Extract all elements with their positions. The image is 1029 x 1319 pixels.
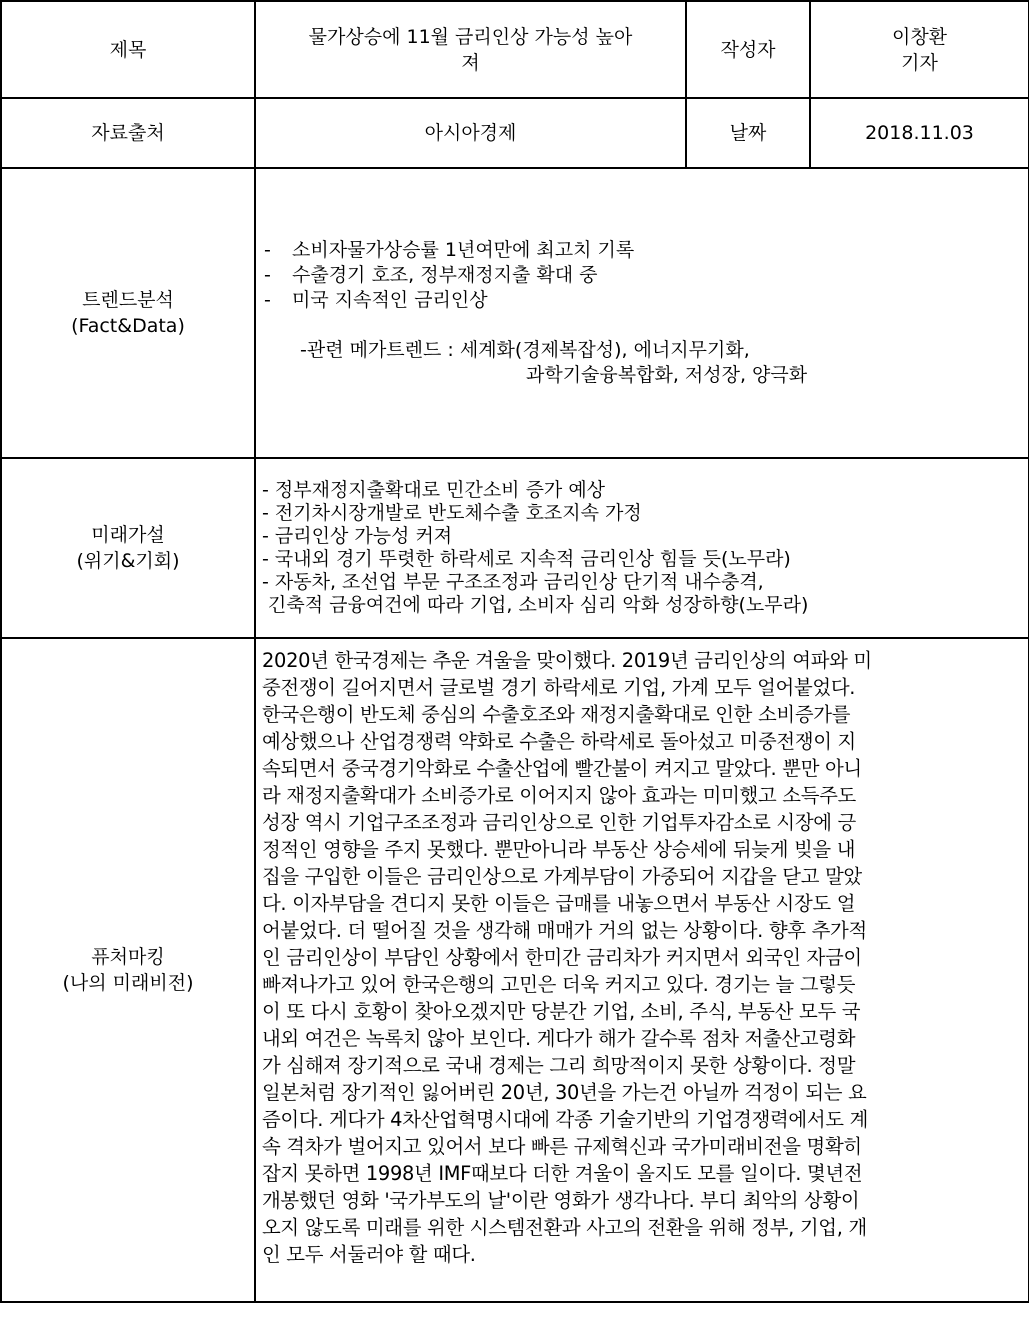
essay-line: 일본처럼 장기적인 잃어버린 20년, 30년을 가는건 아닐까 걱정이 되는 요 <box>262 1081 867 1104</box>
source-label-cell <box>1 98 255 168</box>
source-label: 자료출처 <box>91 122 165 144</box>
bullet-dash: - <box>264 264 271 286</box>
trend-item-text: 수출경기 호조, 정부재정지출 확대 중 <box>292 264 598 286</box>
essay-line: 다. 이자부담을 견디지 못한 이들은 급매를 내놓으면서 부동산 시장도 얼 <box>262 892 856 915</box>
date-value: 2018.11.03 <box>865 122 974 144</box>
author-label-cell <box>686 1 810 98</box>
essay-line: 정적인 영향을 주지 못했다. 뿐만아니라 부동산 상승세에 뒤늦게 빚을 내 <box>262 838 856 861</box>
author-label: 작성자 <box>720 38 776 61</box>
hypothesis-line: - 전기차시장개발로 반도체수출 호조지속 가정 <box>262 502 642 524</box>
author-value-cell <box>810 1 1029 98</box>
megatrend-line1: -관련 메가트렌드 : 세계화(경제복잡성), 에너지무기화, <box>300 339 750 361</box>
trend-item <box>264 238 1028 263</box>
essay-line: 속 격차가 벌어지고 있어서 보다 빠른 규제혁신과 국가미래비전을 명확히 <box>262 1135 862 1158</box>
essay-line: 성장 역시 기업구조조정과 금리인상으로 인한 기업투자감소로 시장에 긍 <box>262 811 856 834</box>
title-label: 제목 <box>109 38 147 61</box>
essay-line: 어붙었다. 더 떨어질 것을 생각해 매매가 거의 없는 상황이다. 향후 추가적 <box>262 919 867 942</box>
hypothesis-content-cell <box>255 458 1029 638</box>
hypothesis-line: - 정부재정지출확대로 민간소비 증가 예상 <box>262 479 606 501</box>
author-name: 이창환 <box>891 25 948 48</box>
future-marking-sublabel: (나의 미래비전) <box>62 972 194 994</box>
source-value: 아시아경제 <box>424 122 517 144</box>
trend-label-cell <box>1 168 255 458</box>
date-label: 날짜 <box>729 122 767 144</box>
hypothesis-line: 긴축적 금융여건에 따라 기업, 소비자 심리 악화 성장하향(노무라) <box>262 594 809 616</box>
title-label-cell <box>1 1 255 98</box>
trend-item <box>264 288 1028 313</box>
bullet-dash: - <box>264 239 271 261</box>
future-marking-label: 퓨처마킹 <box>91 946 165 968</box>
essay-line: 개봉했던 영화 '국가부도의 날'이란 영화가 생각나다. 부디 최악의 상황이 <box>262 1189 860 1212</box>
hypothesis-line: - 국내외 경기 뚜렷한 하락세로 지속적 금리인상 힘들 듯(노무라) <box>262 548 791 570</box>
essay-line: 한국은행이 반도체 중심의 수출호조와 재정지출확대로 인한 소비증가를 <box>262 703 851 726</box>
future-marking-label-cell <box>1 638 255 1302</box>
essay-line: 이 또 다시 호황이 찾아오겠지만 당분간 기업, 소비, 주식, 부동산 모두 국 <box>262 1000 861 1023</box>
essay-line: 인 금리인상이 부담인 상황에서 한미간 금리차가 커지면서 외국인 자금이 <box>262 946 862 969</box>
trend-item-text: 소비자물가상승률 1년여만에 최고치 기록 <box>292 239 635 261</box>
essay-line: 빠져나가고 있어 한국은행의 고민은 더욱 커지고 있다. 경기는 늘 그렇듯 <box>262 973 856 996</box>
essay-line: 라 재정지출확대가 소비증가로 이어지지 않아 효과는 미미했고 소득주도 <box>262 784 856 807</box>
hypothesis-line: - 금리인상 가능성 커져 <box>262 525 453 547</box>
source-value-cell <box>255 98 686 168</box>
trend-sublabel: (Fact&Data) <box>71 315 185 337</box>
hypothesis-row <box>1 458 1029 638</box>
essay-line: 예상했으나 산업경쟁력 약화로 수출은 하락세로 돌아섰고 미중전쟁이 지 <box>262 730 856 753</box>
trend-item <box>264 263 1028 288</box>
trend-row <box>1 168 1029 458</box>
essay-line: 2020년 한국경제는 추운 겨울을 맞이했다. 2019년 금리인상의 여파와 미 <box>262 649 872 672</box>
source-row <box>1 98 1029 168</box>
essay-line: 인 모두 서둘러야 할 때다. <box>262 1243 476 1266</box>
megatrend-line2: 과학기술융복합화, 저성장, 양극화 <box>526 364 808 386</box>
title-value-line2: 져 <box>461 51 480 74</box>
trend-item-text: 미국 지속적인 금리인상 <box>292 289 488 311</box>
essay-line: 속되면서 중국경기악화로 수출산업에 빨간불이 켜지고 말았다. 뿐만 아니 <box>262 757 862 780</box>
future-marking-essay <box>255 638 1029 1302</box>
essay-line: 내외 여건은 녹록치 않아 보인다. 게다가 해가 갈수록 점차 저출산고령화 <box>262 1027 856 1050</box>
date-label-cell <box>686 98 810 168</box>
title-row <box>1 1 1029 98</box>
hypothesis-label: 미래가설 <box>91 524 165 546</box>
trend-content-cell <box>255 168 1029 458</box>
date-value-cell <box>810 98 1029 168</box>
essay-line: 집을 구입한 이들은 금리인상으로 가계부담이 가중되어 지갑을 닫고 말았 <box>262 865 862 888</box>
essay-line: 잡지 못하면 1998년 IMF때보다 더한 겨울이 올지도 모를 일이다. 몇년전 <box>262 1162 863 1185</box>
essay-line: 가 심해져 장기적으로 국내 경제는 그리 희망적이지 못한 상황이다. 정말 <box>262 1054 856 1077</box>
essay-line: 중전쟁이 길어지면서 글로벌 경기 하락세로 기업, 가계 모두 얼어붙었다. <box>262 676 856 699</box>
author-title: 기자 <box>901 51 938 74</box>
future-marking-row <box>1 638 1029 1302</box>
trend-label: 트렌드분석 <box>82 289 174 311</box>
essay-line: 즘이다. 게다가 4차산업혁명시대에 각종 기술기반의 기업경쟁력에서도 계 <box>262 1108 869 1131</box>
title-value-cell <box>255 1 686 98</box>
essay-line: 오지 않도록 미래를 위한 시스템전환과 사고의 전환을 위해 정부, 기업, 개 <box>262 1216 867 1239</box>
hypothesis-sublabel: (위기&기회) <box>76 550 180 572</box>
hypothesis-label-cell <box>1 458 255 638</box>
bullet-dash: - <box>264 289 271 311</box>
hypothesis-line: - 자동차, 조선업 부문 구조조정과 금리인상 단기적 내수충격, <box>262 571 764 593</box>
title-value-line1: 물가상승에 11월 금리인상 가능성 높아 <box>308 25 633 48</box>
